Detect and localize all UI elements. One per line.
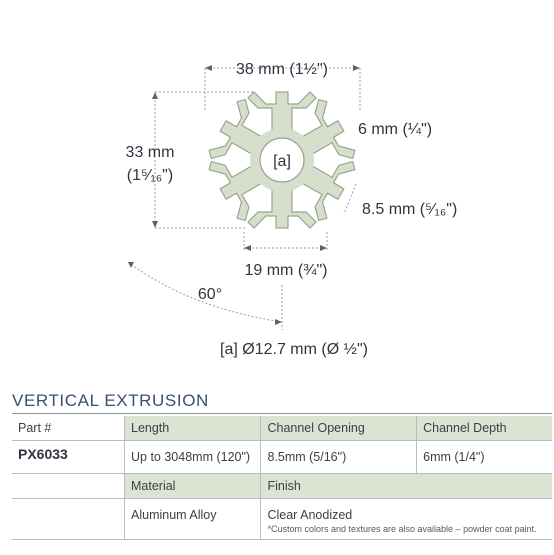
value-length: Up to 3048mm (120") <box>125 441 261 474</box>
bottom-width-label: 19 mm (¾") <box>244 262 328 279</box>
header-channel-opening: Channel Opening <box>261 416 417 441</box>
value-material: Aluminum Alloy <box>125 499 261 540</box>
section-title: VERTICAL EXTRUSION <box>12 391 209 410</box>
header-material: Material <box>125 474 261 499</box>
channel-opening-label: 8.5 mm (⁵⁄₁₆") <box>362 201 458 218</box>
value-finish-cell <box>261 499 552 540</box>
value-finish: Clear Anodized <box>267 508 353 522</box>
diameter-note: [a] Ø12.7 mm (Ø ½") <box>220 341 368 358</box>
spec-header-row <box>12 416 552 441</box>
finish-note: *Custom colors and textures are also available – powder coat paint. <box>267 524 537 534</box>
height-label-in: (1⁵⁄₁₆") <box>126 167 174 184</box>
part-number: PX6033 <box>12 441 125 474</box>
center-label: [a] <box>273 153 291 170</box>
spec-table <box>12 416 552 540</box>
section-divider <box>12 413 552 414</box>
part-number-empty <box>12 499 125 540</box>
channel-depth-label: 6 mm (¼") <box>358 121 433 138</box>
spec-values-row <box>12 441 552 474</box>
value-channel-opening: 8.5mm (5/16") <box>261 441 417 474</box>
width-label: 38 mm (1½") <box>236 61 328 78</box>
spec-values-row-2 <box>12 499 552 540</box>
part-header-empty <box>12 474 125 499</box>
spec-header-row-2 <box>12 474 552 499</box>
header-channel-depth: Channel Depth <box>417 416 552 441</box>
header-length: Length <box>125 416 261 441</box>
angle-label: 60° <box>197 286 223 303</box>
part-header: Part # <box>12 416 125 441</box>
value-channel-depth: 6mm (1/4") <box>417 441 552 474</box>
height-label-mm: 33 mm <box>125 144 175 161</box>
header-finish: Finish <box>261 474 552 499</box>
